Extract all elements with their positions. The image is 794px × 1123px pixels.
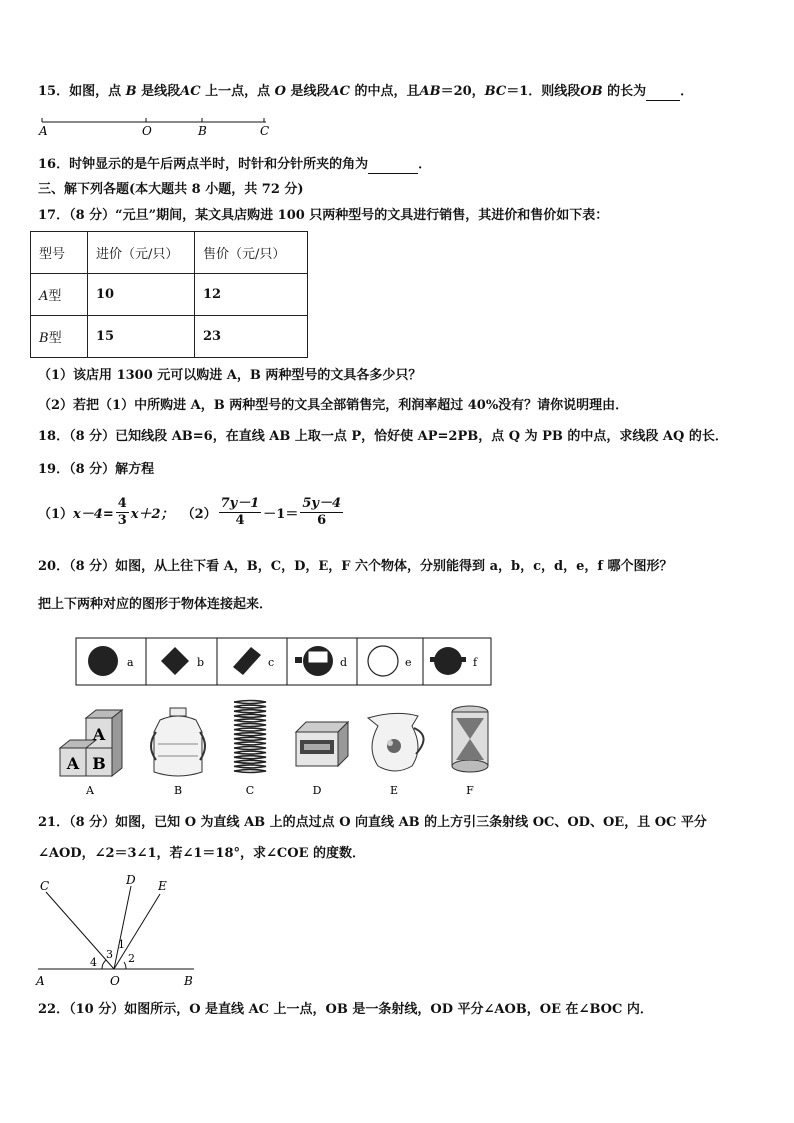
q15-point-o: O: [142, 124, 152, 138]
q19-title: 19．（8 分）解方程: [38, 462, 155, 477]
svg-text:2: 2: [128, 952, 135, 965]
q20-line1: 20．（8 分）如图，从上往下看 A，B，C，D，E，F 六个物体，分别能得到 a，b，c，d，e，f 哪个图形？: [38, 559, 673, 574]
svg-text:c: c: [268, 656, 275, 669]
q16-answer-blank[interactable]: [368, 159, 418, 174]
object-c-spring: [234, 701, 266, 773]
svg-text:C: C: [40, 879, 50, 893]
spring-coil: [234, 714, 266, 717]
view-e-open-circle: [368, 646, 398, 676]
object-label-c: C: [245, 784, 255, 797]
q22-text: 22．（10 分）如图所示，O 是直线 AC 上一点，OB 是一条射线，OD 平分∠AOB，OE 在∠BOC 内．: [38, 1002, 653, 1017]
object-b-jar: [151, 708, 205, 776]
table-cell: 15: [88, 316, 195, 358]
table-header-row: [31, 232, 308, 274]
q15-point-b: B: [198, 124, 207, 138]
svg-text:O: O: [110, 974, 120, 988]
section-3-title: 三、解下列各题(本大题共 8 小题，共 72 分): [38, 182, 304, 197]
svg-text:a: a: [127, 656, 134, 669]
q20-objects: [50, 696, 500, 800]
table-cell: 12: [195, 274, 308, 316]
table-header-cell: 售价（元/只）: [195, 232, 308, 274]
q19-eq2-fraction-right: $\frac{5y-4}{6}$: [302, 496, 341, 528]
q15-point-a: A: [39, 124, 48, 138]
q15-answer-blank[interactable]: [646, 86, 680, 101]
q20-line2: 把上下两种对应的图形于物体连接起来．: [38, 597, 273, 612]
q21-line2: ∠AOD，∠2＝3∠1，若∠1＝18°，求∠COE 的度数．: [38, 846, 366, 861]
spring-coil: [234, 737, 266, 740]
spring-coil: [234, 710, 266, 713]
object-d-box: [296, 722, 348, 766]
q20-top-views: [75, 637, 493, 687]
spring-coil: [234, 742, 266, 745]
svg-text:B: B: [92, 754, 106, 773]
q19-eq1-fraction: $\frac{4}{3}$: [117, 496, 127, 528]
q17-part1: （1）该店用 1300 元可以购进 A，B 两种型号的文具各多少只？: [38, 368, 422, 383]
svg-text:B: B: [184, 974, 193, 988]
q19-equations: （1） x－4= $\frac{4}{3}$ x＋2； （2） $\frac{7y-1}{4}$ －1＝ $\frac{5y-4}{6}$: [38, 496, 341, 528]
spring-coil: [234, 705, 266, 708]
q21-angle-diagram: [32, 872, 212, 992]
object-label-e: E: [389, 784, 399, 797]
spring-coil: [234, 724, 266, 727]
q21-line1: 21．（8 分）如图，已知 O 为直线 AB 上的点过点 O 向直线 AB 的上方引三条射线 OC、OD、OE，且 OC 平分: [38, 815, 707, 830]
svg-text:f: f: [473, 656, 478, 669]
spring-coil: [234, 719, 266, 722]
svg-text:4: 4: [90, 956, 97, 969]
table-cell: 10: [88, 274, 195, 316]
spring-coil: [234, 756, 266, 759]
object-label-d: D: [312, 784, 322, 797]
table-header-cell: 进价（元/只）: [88, 232, 195, 274]
spring-coil: [234, 765, 266, 768]
svg-text:e: e: [405, 656, 412, 669]
q17-intro: 17．（8 分）“元旦”期间，某文具店购进 100 只两种型号的文具进行销售，其进价和售价如下表：: [38, 208, 609, 223]
spring-coil: [234, 747, 266, 750]
svg-text:3: 3: [106, 948, 113, 961]
q18-text: 18．（8 分）已知线段 AB=6，在直线 AB 上取一点 P，恰好使 AP=2PB，点 Q 为 PB 的中点，求线段 AQ 的长．: [38, 429, 728, 444]
svg-text:D: D: [126, 873, 136, 887]
svg-text:E: E: [158, 879, 167, 893]
table-header-cell: 型号: [31, 232, 88, 274]
spring-coil: [234, 760, 266, 763]
table-row: [31, 316, 308, 358]
table-cell: 23: [195, 316, 308, 358]
object-label-b: B: [173, 784, 183, 797]
object-label-a: A: [86, 784, 94, 797]
svg-text:A: A: [66, 754, 80, 773]
q17-part2: （2）若把（1）中所购进 A，B 两种型号的文具全部销售完，利润率超过 40%没有？请你说明理由．: [38, 398, 629, 413]
q15-segment-diagram: [36, 112, 276, 138]
spring-coil: [234, 733, 266, 736]
object-label-f: F: [466, 784, 474, 797]
object-a-blocks: [60, 710, 122, 776]
q16-text: 16．时钟显示的是午后两点半时，时针和分针所夹的角为 ．: [38, 157, 432, 172]
spring-coil: [234, 701, 266, 704]
object-f-cylinder: [452, 706, 488, 772]
q17-price-table: [30, 231, 308, 358]
table-row: [31, 274, 308, 316]
svg-text:b: b: [197, 656, 205, 669]
table-cell: A型: [31, 274, 88, 316]
view-a-filled-circle: [88, 646, 118, 676]
svg-text:1: 1: [118, 938, 125, 951]
spring-coil: [234, 770, 266, 773]
q19-eq2-fraction-left: $\frac{7y-1}{4}$: [220, 496, 260, 528]
table-cell: B型: [31, 316, 88, 358]
q15-point-c: C: [260, 124, 270, 138]
svg-text:A: A: [92, 725, 106, 744]
svg-text:d: d: [340, 656, 348, 669]
svg-text:A: A: [36, 974, 45, 988]
q15-text: 15．如图，点 B 是线段AC 上一点，点 O 是线段AC 的中点，且AB＝20，BC＝1．则线段OB 的长为 ．: [38, 84, 694, 99]
spring-coil: [234, 728, 266, 731]
spring-coil: [234, 751, 266, 754]
object-e-pitcher: [368, 713, 424, 771]
